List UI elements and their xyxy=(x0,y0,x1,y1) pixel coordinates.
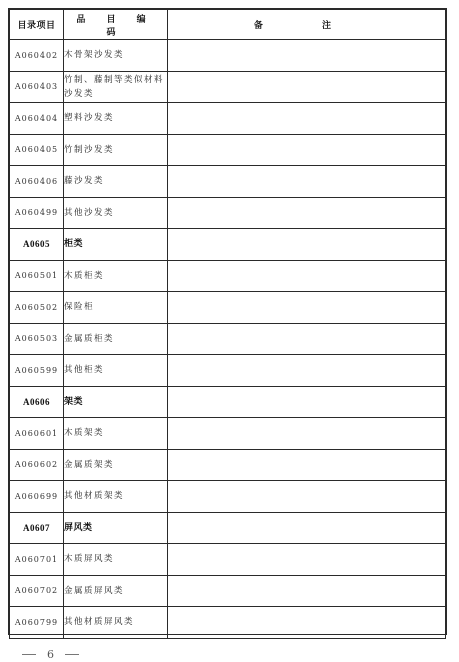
header-remark: 备 注 xyxy=(168,10,446,40)
item-code: A0605 xyxy=(10,229,64,261)
item-remark xyxy=(168,134,446,166)
item-remark xyxy=(168,103,446,135)
item-code: A060799 xyxy=(10,607,64,639)
table-row xyxy=(10,449,446,481)
item-code: A060701 xyxy=(10,544,64,576)
item-code: A0606 xyxy=(10,386,64,418)
item-code: A060599 xyxy=(10,355,64,387)
page-number: 6 xyxy=(47,648,54,661)
item-code: A060699 xyxy=(10,481,64,513)
table-row xyxy=(10,418,446,450)
item-name: 柜类 xyxy=(64,229,168,261)
item-code: A060405 xyxy=(10,134,64,166)
table-row xyxy=(10,292,446,324)
table-row xyxy=(10,40,446,72)
item-code: A060403 xyxy=(10,71,64,103)
item-remark xyxy=(168,260,446,292)
catalog-table xyxy=(9,9,446,639)
item-name: 其他材质屏风类 xyxy=(64,607,168,639)
item-name: 金属质架类 xyxy=(64,449,168,481)
item-remark xyxy=(168,575,446,607)
item-remark xyxy=(168,323,446,355)
item-remark xyxy=(168,481,446,513)
item-code: A060402 xyxy=(10,40,64,72)
table-row xyxy=(10,575,446,607)
item-remark xyxy=(168,292,446,324)
item-code: A060406 xyxy=(10,166,64,198)
item-remark xyxy=(168,607,446,639)
item-name: 木骨架沙发类 xyxy=(64,40,168,72)
item-code: A0607 xyxy=(10,512,64,544)
item-code: A060601 xyxy=(10,418,64,450)
table-row xyxy=(10,197,446,229)
table-row-group xyxy=(10,512,446,544)
footer-dash-left xyxy=(22,654,36,655)
item-remark xyxy=(168,166,446,198)
item-name: 架类 xyxy=(64,386,168,418)
table-row xyxy=(10,481,446,513)
table-row xyxy=(10,607,446,639)
item-name: 竹制沙发类 xyxy=(64,134,168,166)
item-name: 木质架类 xyxy=(64,418,168,450)
item-remark xyxy=(168,418,446,450)
item-remark xyxy=(168,71,446,103)
header-code: 目录项目 xyxy=(10,10,64,40)
table-row xyxy=(10,71,446,103)
item-code: A060501 xyxy=(10,260,64,292)
item-code: A060502 xyxy=(10,292,64,324)
item-remark xyxy=(168,449,446,481)
item-name: 其他沙发类 xyxy=(64,197,168,229)
item-name: 竹制、藤制等类似材料沙发类 xyxy=(64,71,168,103)
item-remark xyxy=(168,544,446,576)
header-name: 品 目 编 码 xyxy=(64,10,168,40)
table-header xyxy=(10,10,446,40)
item-name: 金属质屏风类 xyxy=(64,575,168,607)
item-code: A060602 xyxy=(10,449,64,481)
item-name: 藤沙发类 xyxy=(64,166,168,198)
item-code: A060499 xyxy=(10,197,64,229)
table-row xyxy=(10,166,446,198)
item-remark xyxy=(168,355,446,387)
item-remark xyxy=(168,197,446,229)
table-body xyxy=(10,40,446,639)
item-name: 保险柜 xyxy=(64,292,168,324)
item-name: 屏风类 xyxy=(64,512,168,544)
item-code: A060404 xyxy=(10,103,64,135)
catalog-sheet xyxy=(8,8,447,635)
item-code: A060503 xyxy=(10,323,64,355)
table-row xyxy=(10,103,446,135)
footer-dash-right xyxy=(65,654,79,655)
item-name: 塑料沙发类 xyxy=(64,103,168,135)
item-name: 其他柜类 xyxy=(64,355,168,387)
table-row xyxy=(10,355,446,387)
item-name: 其他材质架类 xyxy=(64,481,168,513)
table-row xyxy=(10,323,446,355)
item-remark xyxy=(168,386,446,418)
item-name: 木质柜类 xyxy=(64,260,168,292)
item-remark xyxy=(168,40,446,72)
item-name: 木质屏风类 xyxy=(64,544,168,576)
header-row xyxy=(10,10,446,40)
table-row xyxy=(10,134,446,166)
table-row xyxy=(10,544,446,576)
page-footer xyxy=(22,648,79,661)
table-row-group xyxy=(10,229,446,261)
table-row xyxy=(10,260,446,292)
item-code: A060702 xyxy=(10,575,64,607)
table-row-group xyxy=(10,386,446,418)
item-remark xyxy=(168,229,446,261)
item-remark xyxy=(168,512,446,544)
item-name: 金属质柜类 xyxy=(64,323,168,355)
